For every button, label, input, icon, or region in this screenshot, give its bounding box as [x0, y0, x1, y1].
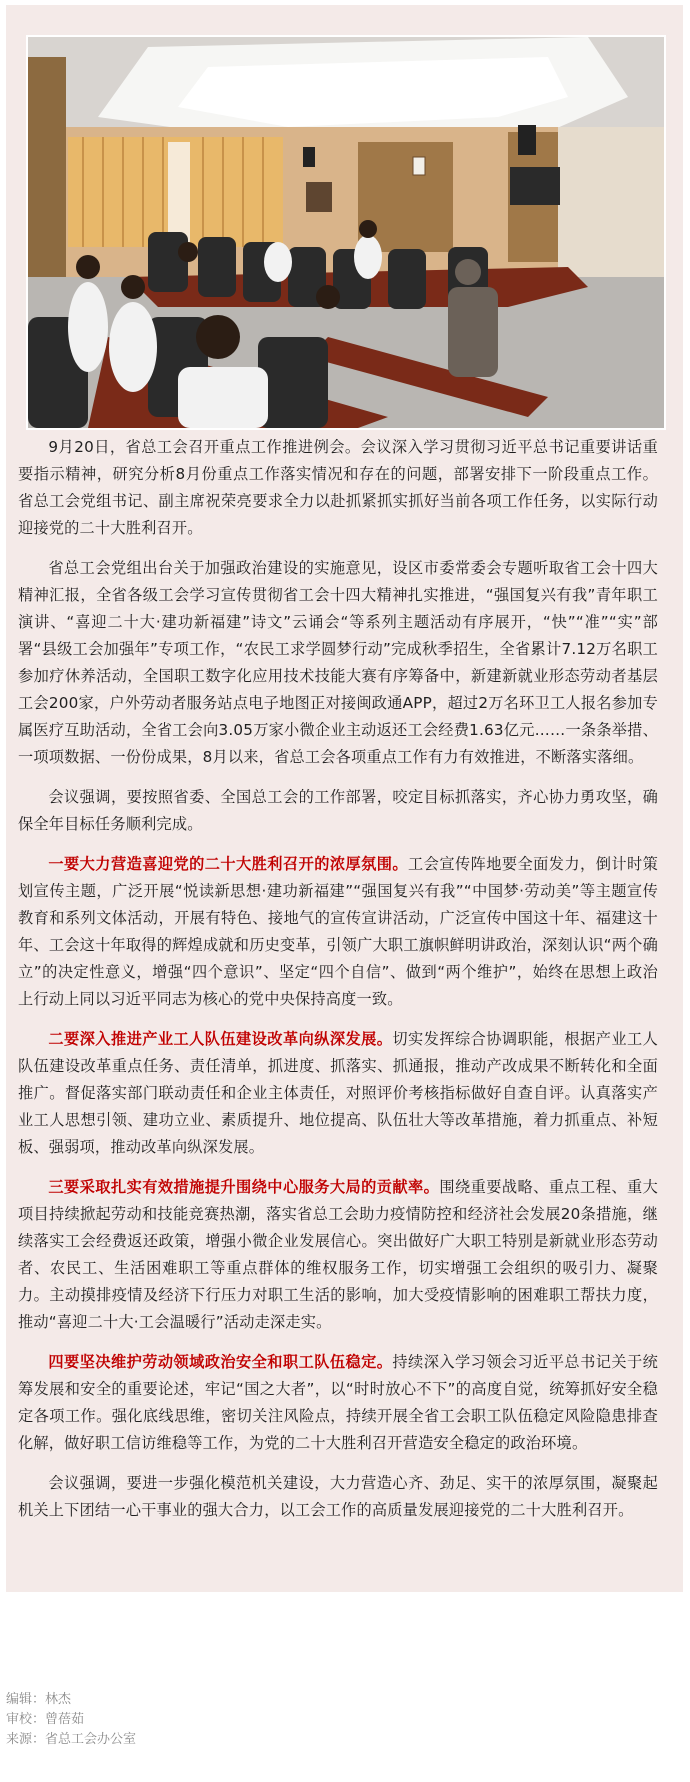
credit-editor: 编辑：林杰 — [6, 1692, 72, 1707]
paragraph-point-two — [18, 1026, 658, 1161]
paragraph-text: 会议强调，要进一步强化模范机关建设，大力营造心齐、劲足、实干的浓厚氛围，凝聚起机关上下团结一心干事业的强大合力，以工会工作的高质量发展迎接党的二十大胜利召开。 — [18, 1474, 658, 1519]
meeting-photo — [26, 35, 666, 430]
paragraph-lead: 一要大力营造喜迎党的二十大胜利召开的浓厚氛围。 — [48, 855, 409, 873]
paragraph-text: 围绕重要战略、重点工程、重大项目持续掀起劳动和技能竞赛热潮，落实省总工会助力疫情防控和经济社会发展20条措施，继续落实工会经费返还政策，增强小微企业发展信心。突出做好广大职工特别是新就业形态劳动者、农民工、生活困难职工等重点群体的维权服务工作，切实增强工会组织的吸引力、凝聚力。主动摸排疫情及经济下行压力对职工生活的影响，加大受疫情影响的困难职工帮扶力度，推动“喜迎二十大·工会温暖行”活动走深走实。 — [18, 1178, 658, 1331]
paragraph-text: 工会宣传阵地要全面发力，倒计时策划宣传主题，广泛开展“悦读新思想·建功新福建”“强国复兴有我”“中国梦·劳动美”等主题宣传教育和系列文体活动，开展有特色、接地气的宣传宣讲活动，广泛宣传中国这十年、福建这十年、工会这十年取得的辉煌成就和历史变革，引领广大职工旗帜鲜明讲政治，深刻认识“两个确立”的决定性意义，增强“四个意识”、坚定“四个自信”、做到“两个维护”，始终在思想上政治上行动上同以习近平同志为核心的党中央保持高度一致。 — [18, 855, 658, 1008]
paragraph-text: 会议强调，要按照省委、全国总工会的工作部署，咬定目标抓落实，齐心协力勇攻坚，确保全年目标任务顺利完成。 — [18, 788, 658, 833]
paragraph-text: 切实发挥综合协调职能，根据产业工人队伍建设改革重点任务、责任清单，抓进度、抓落实、抓通报，推动产改成果不断转化和全面推广。督促落实部门联动责任和企业主体责任，对照评价考核指标做好自查自评。认真落实产业工人思想引领、建功立业、素质提升、地位提高、队伍壮大等改革措施，着力抓重点、补短板、强弱项，推动改革向纵深发展。 — [18, 1030, 659, 1156]
paragraph-point-one — [18, 851, 658, 1013]
paragraph-point-three — [18, 1174, 658, 1336]
paragraph-achievements — [18, 555, 658, 771]
credit-proofreader: 审校：曾蓓茹 — [6, 1712, 85, 1727]
paragraph-text: 省总工会党组出台关于加强政治建设的实施意见，设区市委常委会专题听取省工会十四大精神汇报，全省各级工会学习宣传贯彻省工会十四大精神扎实推进，“强国复兴有我”青年职工演讲、“喜迎二十大·建功新福建”诗文”云诵会“等系列主题活动有序展开，“快”“准”“实”部署“县级工会加强年”专项工作，“农民工求学圆梦行动”完成秋季招生，全省累计7.12万名职工参加疗休养活动，全国职工数字化应用技术技能大赛有序筹备中，新建新就业形态劳动者基层工会200家，户外劳动者服务站点电子地图正对接闽政通APP，超过2万名环卫工人报名参加专属医疗互助活动，全省工会向3.05万家小微企业主动返还工会经费1.63亿元……一条条举措、一项项数据、一份份成果，8月以来，省总工会各项重点工作有力有效推进，不断落实落细。 — [18, 559, 658, 766]
credit-source: 来源：省总工会办公室 — [6, 1732, 137, 1747]
credits — [6, 1690, 136, 1750]
meeting-room-image — [28, 37, 664, 428]
paragraph-text: 9月20日，省总工会召开重点工作推进例会。会议深入学习贯彻习近平总书记重要讲话重要指示精神，研究分析8月份重点工作落实情况和存在的问题，部署安排下一阶段重点工作。省总工会党组书记、副主席祝荣亮要求全力以赴抓紧抓实抓好当前各项工作任务，以实际行动迎接党的二十大胜利召开。 — [18, 438, 658, 537]
paragraph-emphasis — [18, 784, 658, 838]
paragraph-lead: 二要深入推进产业工人队伍建设改革向纵深发展。 — [48, 1030, 393, 1048]
paragraph-lead: 三要采取扎实有效措施提升围绕中心服务大局的贡献率。 — [48, 1178, 440, 1196]
paragraph-point-four — [18, 1349, 658, 1457]
paragraph-text: 持续深入学习领会习近平总书记关于统筹发展和安全的重要论述，牢记“国之大者”，以“时时放心不下”的高度自觉，统筹抓好安全稳定各项工作。强化底线思维，密切关注风险点，持续开展全省工会职工队伍稳定风险隐患排查化解，做好职工信访维稳等工作，为党的二十大胜利召开营造安全稳定的政治环境。 — [18, 1353, 659, 1452]
article-body — [18, 434, 658, 1537]
paragraph-closing — [18, 1470, 658, 1524]
paragraph-lead: 四要坚决维护劳动领域政治安全和职工队伍稳定。 — [48, 1353, 393, 1371]
paragraph-intro — [18, 434, 658, 542]
